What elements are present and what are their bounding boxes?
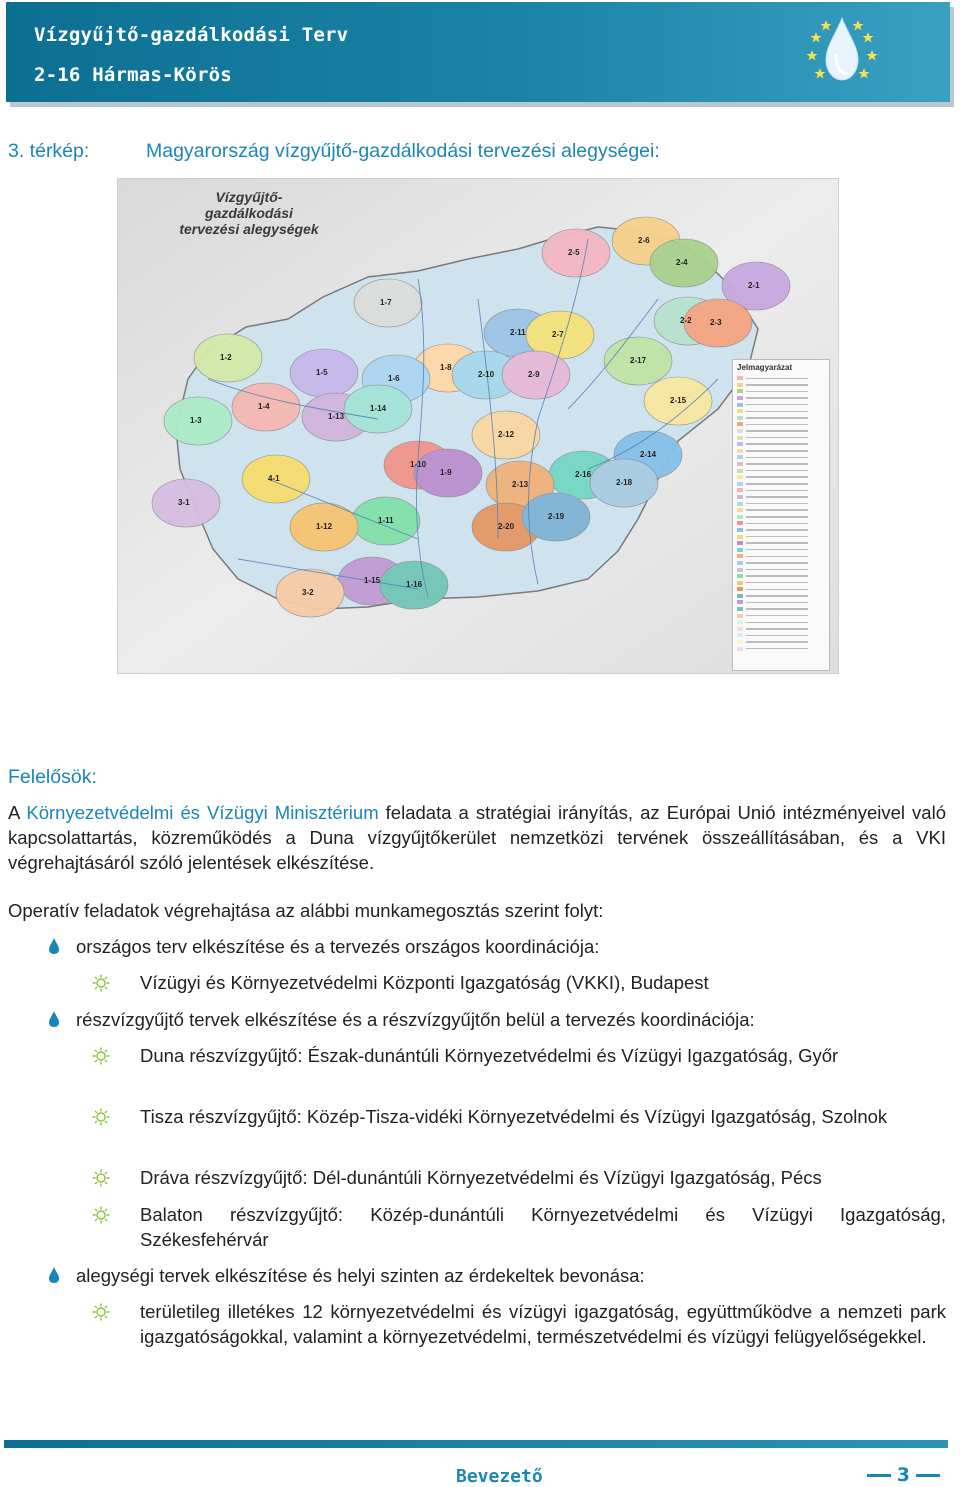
legend-entry-placeholder bbox=[746, 483, 808, 485]
legend-entry-placeholder bbox=[746, 595, 808, 597]
legend-swatch bbox=[737, 515, 743, 519]
legend-row bbox=[737, 553, 829, 560]
legend-entry-placeholder bbox=[746, 384, 808, 386]
legend-entry-placeholder bbox=[746, 424, 808, 426]
legend-row bbox=[737, 612, 829, 619]
sun-bullet-icon bbox=[92, 1108, 110, 1126]
legend-swatch bbox=[737, 488, 743, 492]
legend-row bbox=[737, 586, 829, 593]
legend-row bbox=[737, 481, 829, 488]
legend-entry-placeholder bbox=[746, 529, 808, 531]
sub-bullet-text: Vízügyi és Környezetvédelmi Központi Igazgatóság (VKKI), Budapest bbox=[140, 972, 709, 993]
bullet-subbasin-plans bbox=[48, 1007, 946, 1032]
legend-entry-placeholder bbox=[746, 391, 808, 393]
document-subtitle: 2-16 Hármas-Körös bbox=[34, 64, 232, 86]
footer-page bbox=[861, 1464, 946, 1486]
legend-entry-placeholder bbox=[746, 496, 808, 498]
legend-row bbox=[737, 375, 829, 382]
legend-swatch bbox=[737, 403, 743, 407]
sub-bullet-text: Dráva részvízgyűjtő: Dél-dunántúli Környezetvédelmi és Vízügyi Igazgatóság, Pécs bbox=[140, 1167, 822, 1188]
map-unit-label: 2-20 bbox=[498, 522, 515, 531]
legend-row bbox=[737, 487, 829, 494]
legend-swatch bbox=[737, 581, 743, 585]
map-unit-label: 2-9 bbox=[528, 370, 540, 379]
map-unit-label: 1-16 bbox=[406, 580, 423, 589]
operations-intro: Operatív feladatok végrehajtása az alábbi munkamegosztás szerint folyt: bbox=[8, 900, 604, 921]
legend-row bbox=[737, 428, 829, 435]
legend-row bbox=[737, 560, 829, 567]
legend-entry-placeholder bbox=[746, 622, 808, 624]
sub-bullet-text: területileg illetékes 12 környezetvédelmi és vízügyi igazgatóság, együttműködve a nemzeti park igazgatóságokkal, valamint a környezetvédelmi, természetvédelmi és vízügyi felügyelőségekkel. bbox=[140, 1301, 946, 1347]
legend-entry-placeholder bbox=[746, 556, 808, 558]
map-unit-label: 4-1 bbox=[268, 474, 280, 483]
legend-swatch bbox=[737, 469, 743, 473]
map-unit-label: 1-9 bbox=[440, 468, 452, 477]
legend-entry-placeholder bbox=[746, 648, 808, 650]
legend-swatch bbox=[737, 594, 743, 598]
legend-entry-placeholder bbox=[746, 404, 808, 406]
legend-swatch bbox=[737, 409, 743, 413]
legend-entry-placeholder bbox=[746, 417, 808, 419]
legend-entry-placeholder bbox=[746, 523, 808, 525]
legend-swatch bbox=[737, 416, 743, 420]
map-unit-label: 1-4 bbox=[258, 402, 270, 411]
legend-entry-placeholder bbox=[746, 457, 808, 459]
legend-row bbox=[737, 645, 829, 652]
map-unit-label: 1-14 bbox=[370, 404, 387, 413]
legend-entry-placeholder bbox=[746, 509, 808, 511]
legend-swatch bbox=[737, 587, 743, 591]
legend-swatch bbox=[737, 449, 743, 453]
legend-swatch bbox=[737, 627, 743, 631]
legend-entry-placeholder bbox=[746, 430, 808, 432]
legend-row bbox=[737, 421, 829, 428]
legend-entry-placeholder bbox=[746, 516, 808, 518]
legend-entry-placeholder bbox=[746, 397, 808, 399]
map-unit-label: 3-1 bbox=[178, 498, 190, 507]
map-unit-label: 1-10 bbox=[410, 460, 427, 469]
legend-row bbox=[737, 395, 829, 402]
map-unit-label: 2-14 bbox=[640, 450, 657, 459]
legend-swatch bbox=[737, 568, 743, 572]
legend-swatch bbox=[737, 561, 743, 565]
legend-swatch bbox=[737, 495, 743, 499]
legend-entry-placeholder bbox=[746, 463, 808, 465]
sun-bullet-icon bbox=[92, 1303, 110, 1321]
map-unit-label: 2-1 bbox=[748, 281, 760, 290]
legend-swatch bbox=[737, 396, 743, 400]
legend-row bbox=[737, 593, 829, 600]
page-number: 3 bbox=[896, 1464, 910, 1486]
legend-entry-placeholder bbox=[746, 490, 808, 492]
map-unit-label: 2-7 bbox=[552, 330, 564, 339]
legend-row bbox=[737, 461, 829, 468]
legend-row bbox=[737, 599, 829, 606]
p1-rest: feladata a stratégiai irányítás, az Európai Unió intézményeivel való kapcsolattartás, közreműködés a Duna vízgyűjtőkerület nemzetközi tervének összeállításában, és a VKI végrehajtásáról szóló jelentések elkészítése. bbox=[8, 802, 946, 873]
dash-right bbox=[916, 1474, 940, 1477]
map-unit-label: 1-13 bbox=[328, 412, 345, 421]
legend-entry-placeholder bbox=[746, 641, 808, 643]
footer-bar bbox=[4, 1440, 948, 1448]
legend-entry-placeholder bbox=[746, 542, 808, 544]
map-unit-label: 2-16 bbox=[575, 470, 592, 479]
sun-bullet-icon bbox=[92, 1169, 110, 1187]
legend-row bbox=[737, 448, 829, 455]
legend-swatch bbox=[737, 541, 743, 545]
bullet-national-plan bbox=[48, 934, 946, 959]
ministry-paragraph bbox=[8, 800, 946, 875]
legend-swatch bbox=[737, 389, 743, 393]
map-unit-label: 2-19 bbox=[548, 512, 565, 521]
legend-swatch bbox=[737, 436, 743, 440]
legend-rows bbox=[733, 375, 829, 652]
legend-entry-placeholder bbox=[746, 437, 808, 439]
bullet-text: részvízgyűjtő tervek elkészítése és a részvízgyűjtőn belül a tervezés koordinációja: bbox=[76, 1009, 755, 1030]
legend-swatch bbox=[737, 620, 743, 624]
drop-bullet-icon bbox=[48, 1266, 60, 1284]
map-unit-label: 2-12 bbox=[498, 430, 515, 439]
dash-left bbox=[867, 1474, 891, 1477]
sub-bullet-directorates bbox=[92, 1299, 946, 1349]
legend-swatch bbox=[737, 607, 743, 611]
legend-entry-placeholder bbox=[746, 562, 808, 564]
document-title: Vízgyűjtő-gazdálkodási Terv bbox=[34, 24, 349, 46]
legend-entry-placeholder bbox=[746, 470, 808, 472]
legend-entry-placeholder bbox=[746, 450, 808, 452]
map-caption bbox=[8, 140, 660, 163]
sun-bullet-icon bbox=[92, 1206, 110, 1224]
map-unit-label: 1-6 bbox=[388, 374, 400, 383]
map-unit-label: 1-11 bbox=[378, 516, 394, 525]
map-unit-label: 2-13 bbox=[512, 480, 529, 489]
legend-row bbox=[737, 408, 829, 415]
legend-row bbox=[737, 494, 829, 501]
ministry-name: Környezetvédelmi és Vízügyi Minisztérium bbox=[26, 802, 379, 823]
drop-bullet-icon bbox=[48, 937, 60, 955]
legend-swatch bbox=[737, 554, 743, 558]
legend-swatch bbox=[737, 429, 743, 433]
legend-swatch bbox=[737, 502, 743, 506]
legend-swatch bbox=[737, 383, 743, 387]
footer-section: Bevezető bbox=[456, 1466, 543, 1487]
legend-row bbox=[737, 500, 829, 507]
legend-swatch bbox=[737, 535, 743, 539]
legend-row bbox=[737, 513, 829, 520]
map-unit-label: 2-2 bbox=[680, 316, 692, 325]
header-banner bbox=[6, 2, 950, 102]
legend-row bbox=[737, 527, 829, 534]
legend-swatch bbox=[737, 455, 743, 459]
legend-row bbox=[737, 507, 829, 514]
responsible-heading: Felelősök: bbox=[8, 766, 97, 788]
legend-row bbox=[737, 401, 829, 408]
map-unit-label: 2-4 bbox=[676, 258, 688, 267]
legend-row bbox=[737, 520, 829, 527]
sub-bullet-vkki bbox=[92, 970, 946, 995]
sun-bullet-icon bbox=[92, 974, 110, 992]
legend-swatch bbox=[737, 574, 743, 578]
drop-bullet-icon bbox=[48, 1010, 60, 1028]
map-unit-label: 2-3 bbox=[710, 318, 722, 327]
legend-entry-placeholder bbox=[746, 582, 808, 584]
sub-bullet-balaton bbox=[92, 1202, 946, 1252]
map-caption-label: 3. térkép: bbox=[8, 140, 90, 162]
map-unit-label: 2-10 bbox=[478, 370, 495, 379]
legend-row bbox=[737, 474, 829, 481]
legend-row bbox=[737, 566, 829, 573]
legend-row bbox=[737, 639, 829, 646]
legend-swatch bbox=[737, 422, 743, 426]
legend-row bbox=[737, 533, 829, 540]
map-unit-label: 2-6 bbox=[638, 236, 650, 245]
legend-swatch bbox=[737, 640, 743, 644]
sub-bullet-drava bbox=[92, 1165, 946, 1190]
sub-bullet-text: Balaton részvízgyűjtő: Közép-dunántúli Környezetvédelmi és Vízügyi Igazgatóság, Székesfehérvár bbox=[140, 1204, 946, 1250]
legend-row bbox=[737, 606, 829, 613]
legend-row bbox=[737, 388, 829, 395]
bullet-text: alegységi tervek elkészítése és helyi szinten az érdekeltek bevonása: bbox=[76, 1265, 645, 1286]
map-unit-label: 3-2 bbox=[302, 588, 314, 597]
map-title bbox=[174, 189, 324, 237]
legend-swatch bbox=[737, 600, 743, 604]
map-unit-label: 1-12 bbox=[316, 522, 333, 531]
legend-entry-placeholder bbox=[746, 569, 808, 571]
legend-swatch bbox=[737, 521, 743, 525]
legend-entry-placeholder bbox=[746, 536, 808, 538]
map-legend bbox=[732, 359, 830, 671]
legend-swatch bbox=[737, 528, 743, 532]
legend-row bbox=[737, 441, 829, 448]
legend-swatch bbox=[737, 442, 743, 446]
legend-entry-placeholder bbox=[746, 443, 808, 445]
legend-row bbox=[737, 579, 829, 586]
map-unit-label: 1-15 bbox=[364, 576, 381, 585]
map-unit-label: 1-3 bbox=[190, 416, 202, 425]
map-title-line1: Vízgyűjtő-gazdálkodási bbox=[205, 189, 293, 221]
legend-row bbox=[737, 546, 829, 553]
map-unit-label: 1-7 bbox=[380, 298, 392, 307]
map-caption-text: Magyarország vízgyűjtő-gazdálkodási tervezési alegységei: bbox=[146, 140, 660, 162]
legend-row bbox=[737, 632, 829, 639]
legend-row bbox=[737, 454, 829, 461]
legend-row bbox=[737, 619, 829, 626]
legend-entry-placeholder bbox=[746, 608, 808, 610]
legend-row bbox=[737, 626, 829, 633]
map-title-line2: tervezési alegységek bbox=[179, 221, 319, 237]
hungary-map-illustration bbox=[118, 179, 838, 673]
map-unit-label: 2-18 bbox=[616, 478, 633, 487]
bullet-unit-plans bbox=[48, 1263, 946, 1288]
legend-swatch bbox=[737, 376, 743, 380]
map-unit-label: 1-5 bbox=[316, 368, 328, 377]
legend-row bbox=[737, 540, 829, 547]
map-unit-label: 2-17 bbox=[630, 356, 647, 365]
map-unit-label: 1-8 bbox=[440, 363, 452, 372]
sub-bullet-text: Duna részvízgyűjtő: Észak-dunántúli Környezetvédelmi és Vízügyi Igazgatóság, Győr bbox=[140, 1045, 839, 1066]
legend-entry-placeholder bbox=[746, 378, 808, 380]
p1-lead: A bbox=[8, 802, 27, 823]
planning-units-map bbox=[117, 178, 839, 674]
legend-swatch bbox=[737, 508, 743, 512]
legend-entry-placeholder bbox=[746, 635, 808, 637]
legend-entry-placeholder bbox=[746, 628, 808, 630]
map-unit-label: 2-15 bbox=[670, 396, 687, 405]
map-unit-label: 2-5 bbox=[568, 248, 580, 257]
legend-row bbox=[737, 382, 829, 389]
legend-row bbox=[737, 573, 829, 580]
sub-bullet-text: Tisza részvízgyűjtő: Közép-Tisza-vidéki Környezetvédelmi és Vízügyi Igazgatóság, Szolnok bbox=[140, 1106, 888, 1127]
legend-row bbox=[737, 467, 829, 474]
legend-entry-placeholder bbox=[746, 575, 808, 577]
legend-swatch bbox=[737, 475, 743, 479]
legend-entry-placeholder bbox=[746, 476, 808, 478]
legend-entry-placeholder bbox=[746, 615, 808, 617]
legend-swatch bbox=[737, 647, 743, 651]
legend-swatch bbox=[737, 548, 743, 552]
map-unit-label: 2-11 bbox=[510, 328, 526, 337]
legend-swatch bbox=[737, 614, 743, 618]
sun-bullet-icon bbox=[92, 1047, 110, 1065]
legend-entry-placeholder bbox=[746, 589, 808, 591]
bullet-text: országos terv elkészítése és a tervezés országos koordinációja: bbox=[76, 936, 600, 957]
legend-row bbox=[737, 434, 829, 441]
legend-entry-placeholder bbox=[746, 549, 808, 551]
legend-row bbox=[737, 415, 829, 422]
legend-swatch bbox=[737, 482, 743, 486]
legend-swatch bbox=[737, 462, 743, 466]
legend-title: Jelmagyarázat bbox=[737, 363, 793, 372]
sub-bullet-tisza bbox=[92, 1104, 946, 1129]
map-unit-label: 1-2 bbox=[220, 353, 232, 362]
legend-entry-placeholder bbox=[746, 503, 808, 505]
eu-water-drop-logo-icon bbox=[802, 10, 882, 90]
legend-entry-placeholder bbox=[746, 411, 808, 413]
legend-entry-placeholder bbox=[746, 602, 808, 604]
sub-bullet-duna bbox=[92, 1043, 946, 1068]
legend-swatch bbox=[737, 633, 743, 637]
